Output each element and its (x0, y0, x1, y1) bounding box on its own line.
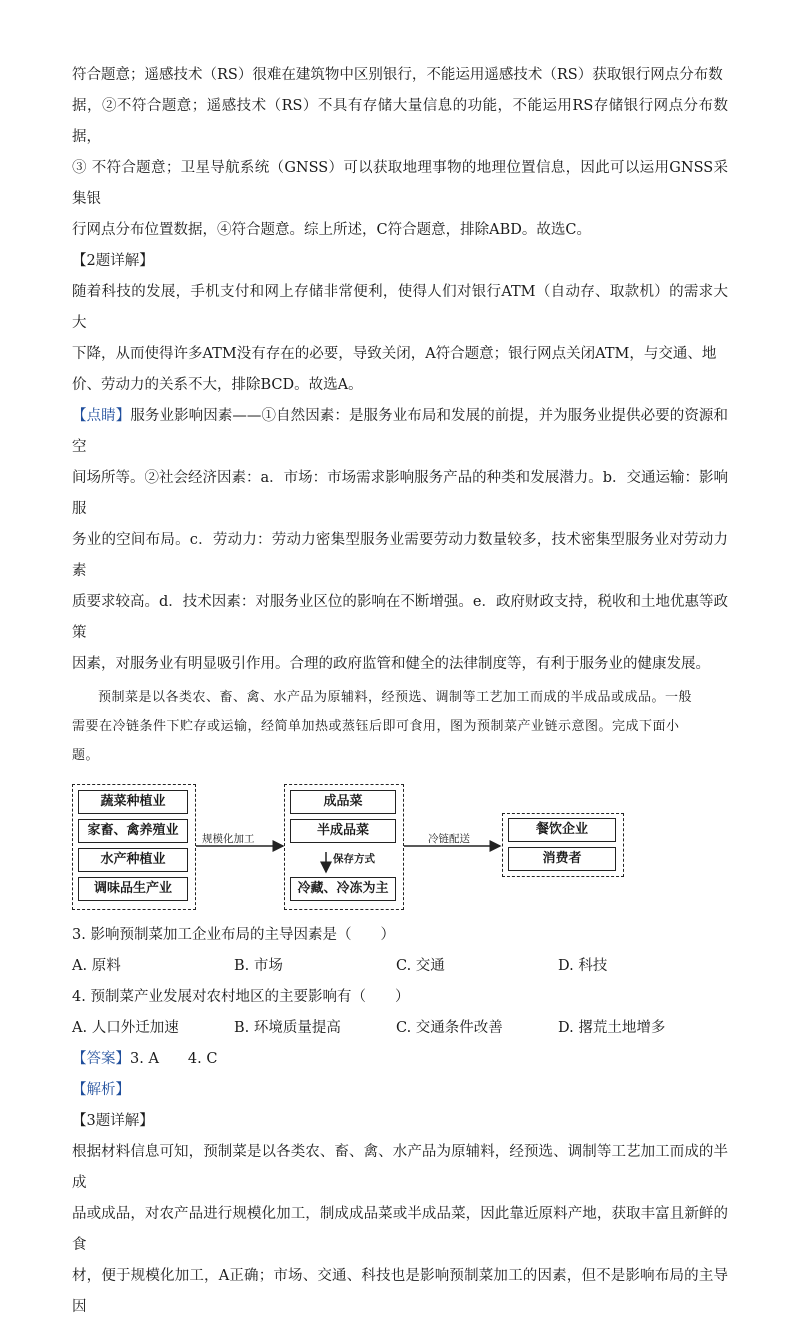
material-line-3: 题。 (72, 748, 100, 763)
q3-analysis-line-3: 材，便于规模化加工，A正确；市场、交通、科技也是影响预制菜加工的因素，但不是影响布局的主导因 (72, 1268, 728, 1315)
q4-option-b: B. 环境质量提高 (234, 1020, 341, 1036)
q2-analysis-line-2: 下降，从而使得许多ATM没有存在的必要，导致关闭，A符合题意；银行网点关闭ATM，与交通、地 (72, 346, 717, 362)
document-page (72, 60, 728, 1323)
raw-box-4: 调味品生产业 (78, 877, 188, 901)
answer-line (72, 1044, 728, 1075)
rs-analysis-line-2: 据，②不符合题意；遥感技术（RS）不具有存储大量信息的功能，不能运用RS存储银行网点分布数据， (72, 98, 728, 145)
q4-option-a: A. 人口外迁加速 (72, 1020, 179, 1036)
dianjing-line-2: 间场所等。②社会经济因素：a．市场：市场需求影响服务产品的种类和发展潜力。b．交通运输：影响服 (72, 470, 728, 517)
dianjing-text-1: 服务业影响因素——①自然因素：是服务业布局和发展的前提，并为服务业提供必要的资源和空 (72, 408, 728, 455)
analysis-tag: 【解析】 (72, 1082, 130, 1098)
q4-options (72, 1013, 728, 1044)
rs-analysis-line-3: ③ 不符合题意；卫星导航系统（GNSS）可以获取地理事物的地理位置信息，因此可以运用GNSS采集银 (72, 160, 728, 207)
q3-option-a: A. 原料 (72, 958, 121, 974)
q2-heading: 【2题详解】 (72, 253, 154, 269)
material-line-2: 需要在冷链条件下贮存或运输，经简单加热或蒸钰后即可食用，图为预制菜产业链示意图。完成下面小 (72, 719, 680, 734)
q3-option-c: C. 交通 (396, 958, 445, 974)
rs-analysis-line-4: 行网点分布位置数据，④符合题意。综上所述，C符合题意，排除ABD。故选C。 (72, 222, 591, 238)
coldchain-label: 冷链配送 (428, 833, 470, 845)
q3-option-d: D. 科技 (558, 958, 608, 974)
q2-analysis-line-1: 随着科技的发展，手机支付和网上存储非常便利，使得人们对银行ATM（自动存、取款机）的需求大大 (72, 284, 728, 331)
q3-stem: 3. 影响预制菜加工企业布局的主导因素是（ ） (72, 927, 395, 943)
q4-option-c: C. 交通条件改善 (396, 1020, 503, 1036)
q2-analysis-line-3: 价、劳动力的关系不大，排除BCD。故选A。 (72, 377, 363, 393)
answer-text: 3. A 4. C (130, 1051, 218, 1067)
storage-box: 冷藏、冷冻为主 (290, 877, 396, 901)
dianjing-line-1 (72, 401, 728, 463)
raw-box-2: 家畜、禽养殖业 (78, 819, 188, 843)
answer-tag: 【答案】 (72, 1051, 130, 1067)
prepared-food-chain-diagram (72, 784, 732, 914)
rs-analysis-line-1: 符合题意；遥感技术（RS）很难在建筑物中区别银行，不能运用遥感技术（RS）获取银行网点分布数 (72, 67, 723, 83)
dianjing-line-4: 质要求较高。d．技术因素：对服务业区位的影响在不断增强。e．政府财政支持，税收和土地优惠等政策 (72, 594, 728, 641)
catering-box: 餐饮企业 (508, 818, 616, 842)
raw-box-3: 水产种植业 (78, 848, 188, 872)
q3-analysis-line-1: 根据材料信息可知，预制菜是以各类农、畜、禽、水产品为原辅料，经预选、调制等工艺加工而成的半成 (72, 1144, 728, 1191)
q3-analysis-line-2: 品或成品，对农产品进行规模化加工，制成成品菜或半成品菜，因此靠近原料产地，获取丰富且新鲜的食 (72, 1206, 728, 1253)
material-line-1: 预制菜是以各类农、畜、禽、水产品为原辅料，经预选、调制等工艺加工而成的半成品或成品。一般 (98, 690, 693, 705)
q3-options (72, 951, 728, 982)
consumer-group (502, 813, 624, 877)
finished-dish-box: 成品菜 (290, 790, 396, 814)
q3-option-b: B. 市场 (234, 958, 283, 974)
raw-box-1: 蔬菜种植业 (78, 790, 188, 814)
processing-label: 规模化加工 (202, 833, 255, 845)
q3-heading: 【3题详解】 (72, 1113, 154, 1129)
consumer-box: 消费者 (508, 847, 616, 871)
dianjing-line-5: 因素，对服务业有明显吸引作用。合理的政府监管和健全的法律制度等，有利于服务业的健康发展。 (72, 656, 710, 672)
dianjing-tag: 【点睛】 (72, 408, 131, 424)
storage-method-label: 保存方式 (333, 853, 375, 865)
dianjing-line-3: 务业的空间布局。c．劳动力：劳动力密集型服务业需要劳动力数量较多，技术密集型服务业对劳动力素 (72, 532, 728, 579)
semi-finished-dish-box: 半成品菜 (290, 819, 396, 843)
q4-stem: 4. 预制菜产业发展对农村地区的主要影响有（ ） (72, 989, 410, 1005)
product-group (284, 784, 404, 910)
q4-option-d: D. 撂荒土地增多 (558, 1020, 666, 1036)
